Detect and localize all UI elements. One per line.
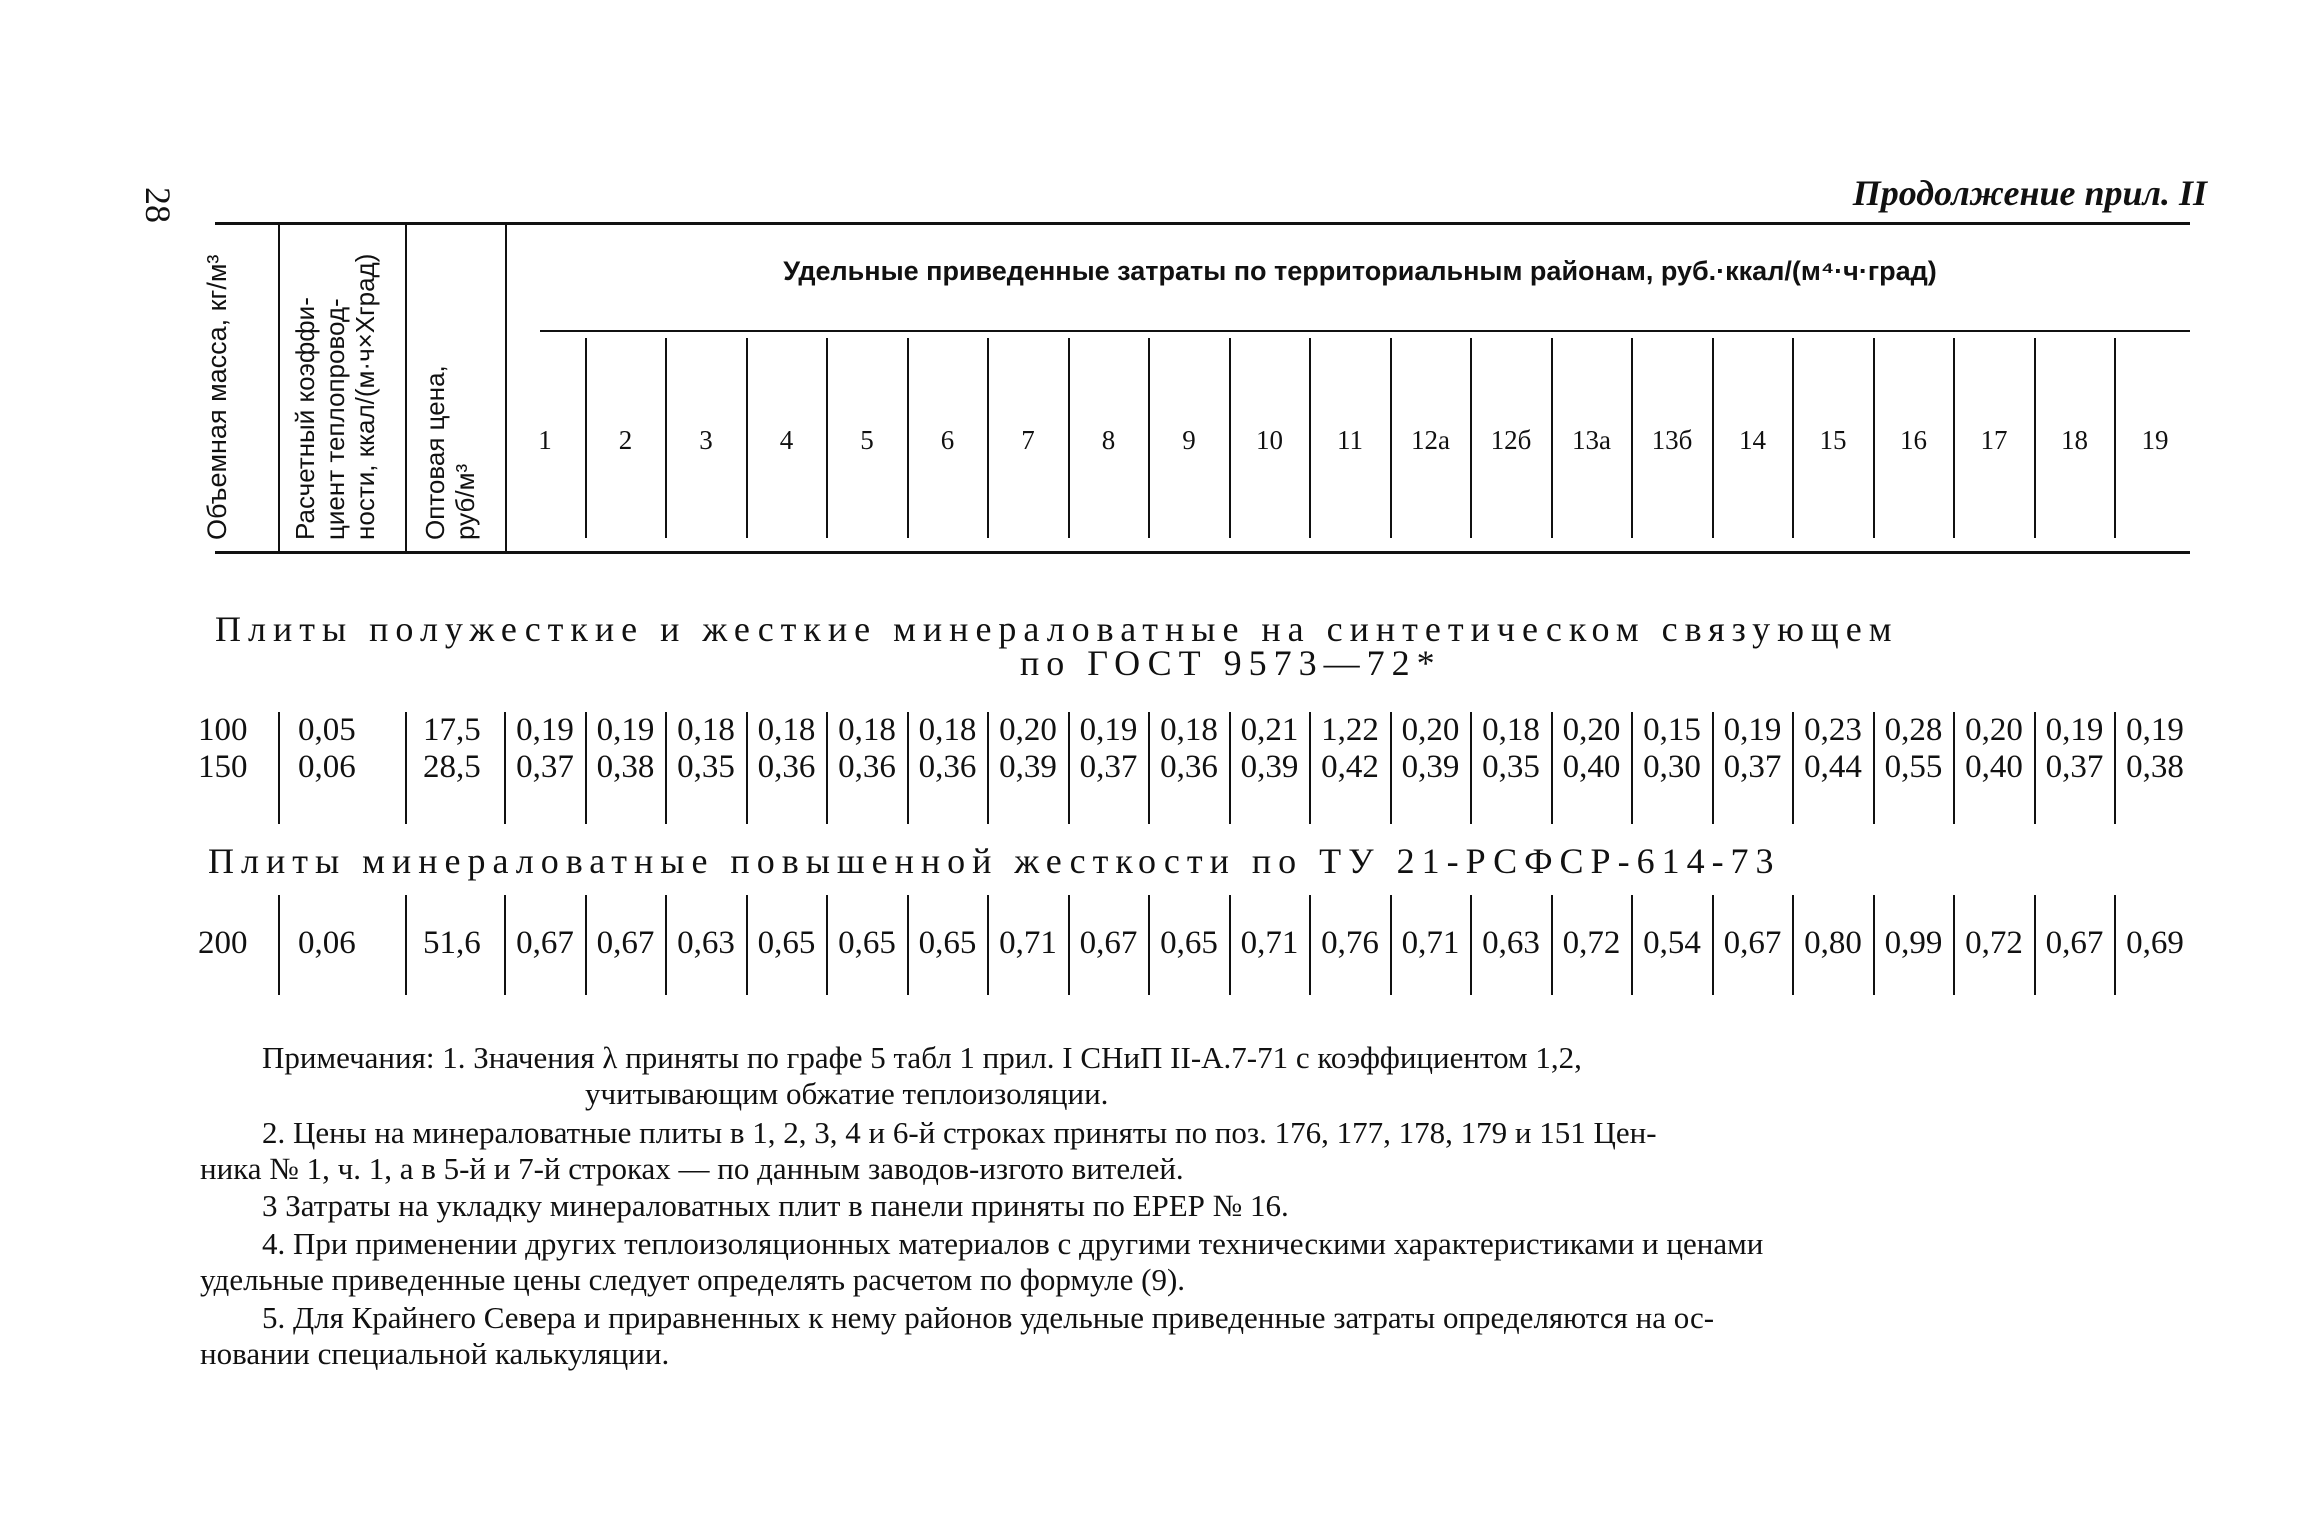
row-divider [665, 895, 667, 995]
row-divider [585, 895, 587, 995]
region-header-cell: 1 [538, 425, 552, 455]
cost-value: 0,38 [596, 749, 655, 785]
region-header-cell: 3 [699, 425, 713, 455]
cost-value: 0,80 [1804, 925, 1862, 961]
cost-value: 0,18 [1482, 712, 1540, 748]
region-header-cell: 6 [940, 425, 955, 455]
cost-value: 0,67 [516, 925, 574, 961]
cost-value: 0,19 [1079, 712, 1138, 748]
note-4-line-1: 4. При применении других теплоизоляционных материалов с другими техническими характеристиками и ценами [262, 1226, 1764, 1261]
region-divider [1792, 338, 1794, 538]
region-header-cell: 15 [1819, 425, 1847, 455]
cost-value: 0,55 [1884, 749, 1943, 785]
cost-value: 0,36 [757, 749, 816, 785]
cost-value: 0,36 [1160, 749, 1218, 785]
cost-value: 0,40 [1965, 749, 2023, 785]
region-header-cell: 14 [1739, 425, 1766, 455]
region-divider [1470, 338, 1472, 538]
note-5-line-2: новании специальной калькуляции. [200, 1336, 670, 1371]
cost-value: 0,71 [1240, 925, 1299, 961]
row-divider [1390, 712, 1392, 824]
cost-value: 0,18 [1160, 712, 1218, 748]
conductivity-value: 0,06 [298, 925, 356, 961]
region-divider [1229, 338, 1231, 538]
cost-value: 0,30 [1643, 749, 1701, 785]
row-divider [987, 712, 989, 824]
cost-value: 0,65 [918, 925, 977, 961]
row-divider [405, 895, 407, 995]
cost-value: 0,20 [1965, 712, 2023, 748]
cost-value: 0,19 [596, 712, 655, 748]
cost-value: 0,39 [999, 749, 1057, 785]
region-header-cell: 7 [1021, 425, 1035, 455]
cost-value: 1,22 [1321, 712, 1379, 748]
cost-value: 0,71 [999, 925, 1057, 961]
density-value: 200 [198, 925, 248, 961]
region-header-cell: 12а [1411, 425, 1450, 455]
cost-value: 0,20 [999, 712, 1057, 748]
region-divider [826, 338, 828, 538]
row-divider [585, 712, 587, 824]
header-density: Объемная масса, кг/м³ [202, 254, 232, 540]
header-price: Оптовая цена, руб/м³ [420, 365, 480, 540]
row-divider [1309, 712, 1311, 824]
cost-value: 0,37 [2045, 749, 2104, 785]
note-2-line-1: 2. Цены на минераловатные плиты в 1, 2, 3, 4 и 6-й строках приняты по поз. 176, 177, 178, 179 и 151 Цен- [262, 1115, 1657, 1150]
page-number: 28 [138, 187, 178, 223]
region-divider [746, 338, 748, 538]
row-divider [1712, 712, 1714, 824]
row-divider [1148, 895, 1150, 995]
density-value: 100 [198, 712, 248, 748]
group-header-rule [540, 330, 2190, 332]
row-divider [746, 895, 748, 995]
cost-value: 0,18 [838, 712, 896, 748]
row-divider [1873, 712, 1875, 824]
cost-value: 0,37 [1723, 749, 1782, 785]
region-header-cell: 16 [1900, 425, 1927, 455]
cost-value: 0,36 [838, 749, 896, 785]
note-2-line-2: ника № 1, ч. 1, а в 5-й и 7-й строках — по данным заводов-изгото вителей. [200, 1151, 1184, 1186]
header-divider [405, 225, 407, 551]
region-header-cell: 13а [1572, 425, 1611, 455]
table-top-rule [215, 222, 2190, 225]
region-divider [1309, 338, 1311, 538]
note-1-line-1: Примечания: 1. Значения λ приняты по графе 5 табл 1 прил. I СНиП II-А.7-71 с коэффициентом 1,2, [262, 1040, 1582, 1075]
cost-value: 0,67 [1079, 925, 1138, 961]
cost-value: 0,72 [1965, 925, 2023, 961]
region-header-cell: 8 [1101, 425, 1116, 455]
region-header-cell: 17 [1980, 425, 2008, 455]
note-4-line-2: удельные приведенные цены следует определять расчетом по формуле (9). [200, 1262, 1186, 1297]
region-divider [1712, 338, 1714, 538]
cost-value: 0,18 [677, 712, 735, 748]
row-divider [1631, 895, 1633, 995]
row-divider [1792, 895, 1794, 995]
conductivity-value: 0,05 [298, 712, 356, 748]
row-divider [1068, 895, 1070, 995]
cost-value: 0,23 [1804, 712, 1862, 748]
row-divider [1229, 895, 1231, 995]
cost-value: 0,18 [757, 712, 816, 748]
cost-value: 0,37 [516, 749, 574, 785]
conductivity-value: 0,06 [298, 749, 356, 785]
row-divider [1470, 712, 1472, 824]
region-divider [585, 338, 587, 538]
cost-value: 0,42 [1321, 749, 1379, 785]
region-divider [1551, 338, 1553, 538]
cost-value: 0,40 [1562, 749, 1621, 785]
region-divider [1068, 338, 1070, 538]
region-header-cell: 10 [1256, 425, 1283, 455]
cost-value: 0,72 [1562, 925, 1621, 961]
cost-value: 0,35 [1482, 749, 1540, 785]
note-5-line-1: 5. Для Крайнего Севера и приравненных к нему районов удельные приведенные затраты определяются на ос- [262, 1300, 1715, 1335]
region-header-cell: 2 [618, 425, 633, 455]
row-divider [746, 712, 748, 824]
row-divider [1309, 895, 1311, 995]
header-divider [505, 225, 507, 551]
region-header-cell: 5 [860, 425, 874, 455]
row-divider [278, 712, 280, 824]
row-divider [1470, 895, 1472, 995]
density-value: 150 [198, 749, 248, 785]
row-divider [1712, 895, 1714, 995]
header-conductivity: Расчетный коэффи-циент теплопровод-ности, ккал/(м·ч×Хград) [290, 253, 380, 540]
row-divider [2034, 895, 2036, 995]
cost-value: 0,15 [1643, 712, 1701, 748]
region-divider [1148, 338, 1150, 538]
cost-value: 0,28 [1884, 712, 1943, 748]
region-divider [2034, 338, 2036, 538]
row-divider [1068, 712, 1070, 824]
region-header-cell: 12б [1490, 425, 1532, 455]
row-divider [907, 712, 909, 824]
row-divider [504, 895, 506, 995]
cost-value: 0,69 [2126, 925, 2184, 961]
group-header-title: Удельные приведенные затраты по территориальным районам, руб.·ккал/(м⁴·ч·град) [783, 256, 1937, 286]
region-divider [665, 338, 667, 538]
cost-value: 0,19 [2045, 712, 2104, 748]
price-value: 17,5 [423, 712, 481, 748]
cost-value: 0,38 [2126, 749, 2184, 785]
row-divider [1873, 895, 1875, 995]
note-1-line-2: учитывающим обжатие теплоизоляции. [585, 1076, 1109, 1111]
row-divider [1792, 712, 1794, 824]
row-divider [1551, 895, 1553, 995]
cost-value: 0,54 [1643, 925, 1701, 961]
row-divider [1953, 712, 1955, 824]
row-divider [405, 712, 407, 824]
cost-value: 0,65 [838, 925, 896, 961]
region-divider [1953, 338, 1955, 538]
cost-value: 0,20 [1401, 712, 1460, 748]
region-header-cell: 9 [1182, 425, 1196, 455]
row-divider [826, 712, 828, 824]
region-divider [1631, 338, 1633, 538]
cost-value: 0,19 [1723, 712, 1782, 748]
cost-value: 0,20 [1562, 712, 1621, 748]
row-divider [504, 712, 506, 824]
row-divider [2114, 895, 2116, 995]
cost-value: 0,19 [516, 712, 574, 748]
continuation-title: Продолжение прил. II [1852, 173, 2207, 213]
cost-value: 0,65 [757, 925, 816, 961]
row-divider [1390, 895, 1392, 995]
region-header-cell: 13б [1651, 425, 1693, 455]
cost-value: 0,21 [1240, 712, 1299, 748]
row-divider [907, 895, 909, 995]
region-divider [1873, 338, 1875, 538]
cost-value: 0,71 [1401, 925, 1460, 961]
cost-value: 0,19 [2126, 712, 2184, 748]
table-header-bottom-rule [215, 551, 2190, 554]
cost-value: 0,35 [677, 749, 735, 785]
row-divider [1953, 895, 1955, 995]
section2-title: Плиты минераловатные повышенной жесткости по ТУ 21-РСФСР-614-73 [208, 841, 1781, 881]
cost-value: 0,63 [677, 925, 735, 961]
section1-title-line1: Плиты полужесткие и жесткие минераловатные на синтетическом связующем [215, 609, 1899, 649]
cost-value: 0,67 [596, 925, 655, 961]
row-divider [987, 895, 989, 995]
cost-value: 0,65 [1160, 925, 1218, 961]
cost-value: 0,76 [1321, 925, 1379, 961]
note-3: 3 Затраты на укладку минераловатных плит в панели приняты по ЕРЕР № 16. [262, 1188, 1289, 1223]
section1-title-line2: по ГОСТ 9573—72* [1020, 643, 1442, 683]
region-header-cell: 18 [2061, 425, 2088, 455]
region-divider [907, 338, 909, 538]
cost-value: 0,67 [2045, 925, 2104, 961]
header-divider [278, 225, 280, 551]
region-divider [1390, 338, 1392, 538]
row-divider [1148, 712, 1150, 824]
region-divider [2114, 338, 2116, 538]
region-header-cell: 4 [779, 425, 794, 455]
region-header-cell: 19 [2141, 425, 2169, 455]
cost-value: 0,18 [918, 712, 977, 748]
row-divider [2034, 712, 2036, 824]
cost-value: 0,36 [918, 749, 977, 785]
cost-value: 0,99 [1884, 925, 1943, 961]
region-divider [987, 338, 989, 538]
row-divider [1551, 712, 1553, 824]
cost-value: 0,39 [1401, 749, 1460, 785]
cost-value: 0,63 [1482, 925, 1540, 961]
cost-value: 0,37 [1079, 749, 1138, 785]
row-divider [278, 895, 280, 995]
row-divider [2114, 712, 2116, 824]
row-divider [1631, 712, 1633, 824]
row-divider [1229, 712, 1231, 824]
row-divider [826, 895, 828, 995]
price-value: 28,5 [423, 749, 481, 785]
row-divider [665, 712, 667, 824]
price-value: 51,6 [423, 925, 481, 961]
region-header-cell: 11 [1337, 425, 1363, 455]
cost-value: 0,44 [1804, 749, 1862, 785]
cost-value: 0,67 [1723, 925, 1782, 961]
cost-value: 0,39 [1240, 749, 1299, 785]
